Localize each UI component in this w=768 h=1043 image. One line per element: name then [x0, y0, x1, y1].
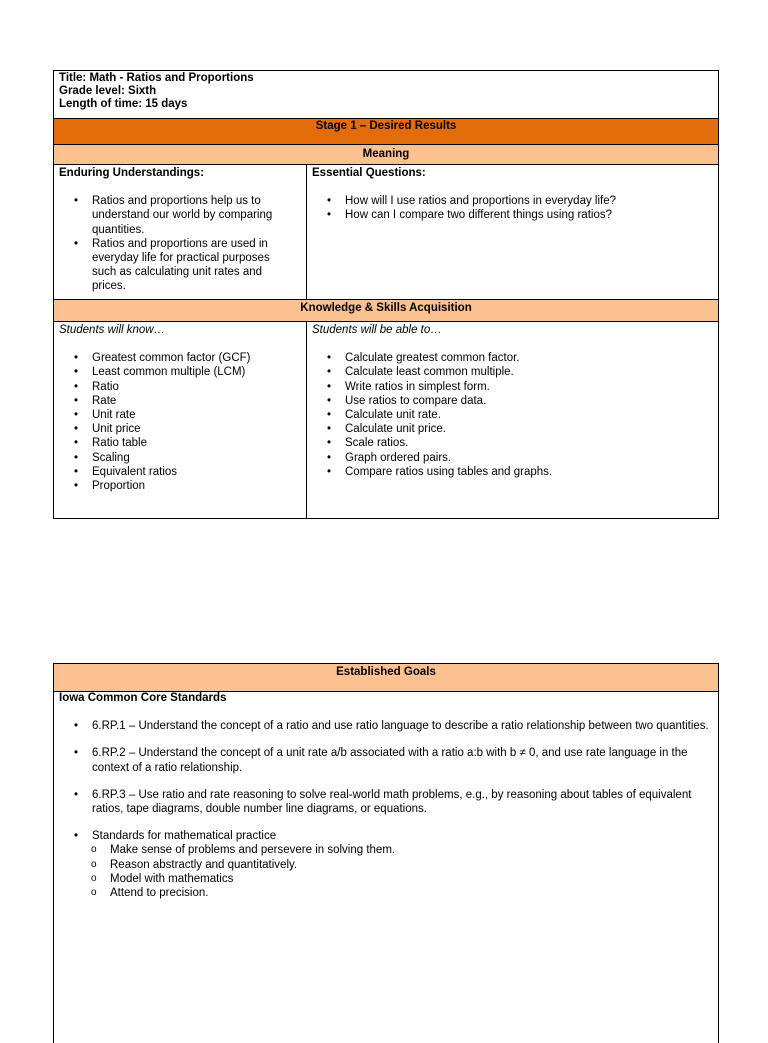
meaning-heading-text: Meaning	[362, 148, 410, 160]
list-item: o Model with mathematics	[72, 872, 710, 886]
list-item: • Equivalent ratios	[54, 465, 306, 479]
goals-heading-text: Established Goals	[336, 666, 436, 678]
list-item: • Scale ratios.	[307, 436, 718, 450]
list-item: • Ratios and proportions help us to understand our world by comparing quantities.	[54, 194, 276, 237]
lesson-title: Title: Math - Ratios and Proportions	[59, 72, 254, 84]
stage1-heading	[54, 119, 718, 145]
meaning-heading	[54, 145, 718, 165]
standard-rp3: • 6.RP.3 – Use ratio and rate reasoning to solve real-world math problems, e.g., by reasoning about tables of equivalent ratios, tape diagrams, double number line diagrams, or equations.	[54, 788, 710, 816]
knowledge-heading	[54, 300, 718, 322]
standards-list	[54, 719, 710, 900]
list-item: • Compare ratios using tables and graphs.	[307, 465, 718, 479]
know-cell	[54, 322, 306, 518]
list-item: • Use ratios to compare data.	[307, 394, 718, 408]
standard-rp1: • 6.RP.1 – Understand the concept of a ratio and use ratio language to describe a ratio relationship between two quantities.	[54, 719, 710, 733]
list-item: o Attend to precision.	[72, 886, 710, 900]
list-item: • Unit price	[54, 422, 306, 436]
essential-label: Essential Questions:	[312, 167, 426, 179]
list-item: • Ratio table	[54, 436, 306, 450]
able-label: Students will be able to…	[312, 324, 442, 336]
list-item: • Calculate least common multiple.	[307, 365, 718, 379]
enduring-label: Enduring Understandings:	[59, 167, 205, 179]
list-item: • Greatest common factor (GCF)	[54, 351, 306, 365]
able-list	[307, 351, 718, 479]
list-item: • Scaling	[54, 451, 306, 465]
list-item: • Calculate unit price.	[307, 422, 718, 436]
list-item: • Ratio	[54, 380, 306, 394]
practice-label: Standards for mathematical practice	[92, 830, 277, 843]
essential-list	[307, 194, 718, 222]
list-item: o Make sense of problems and persevere in solving them.	[72, 843, 710, 857]
knowledge-heading-text: Knowledge & Skills Acquisition	[300, 302, 472, 314]
list-item: • Rate	[54, 394, 306, 408]
standards-label: Iowa Common Core Standards	[59, 692, 227, 704]
know-label: Students will know…	[59, 324, 166, 336]
goals-heading	[54, 664, 718, 692]
list-item: • Ratios and proportions are used in everyday life for practical purposes such as calculating unit rates and prices.	[54, 237, 276, 294]
list-item: • Graph ordered pairs.	[307, 451, 718, 465]
able-cell	[307, 322, 718, 518]
list-item: o Reason abstractly and quantitatively.	[72, 858, 710, 872]
list-item: • Proportion	[54, 479, 306, 493]
stage1-table	[53, 70, 719, 519]
meaning-row	[54, 165, 718, 300]
knowledge-row	[54, 322, 718, 518]
list-item: • Calculate unit rate.	[307, 408, 718, 422]
practice-item	[54, 829, 710, 900]
know-list	[54, 351, 306, 493]
grade-level: Grade level: Sixth	[59, 85, 157, 98]
goals-body	[54, 692, 718, 1043]
essential-cell	[307, 165, 718, 299]
enduring-list	[54, 194, 276, 293]
list-item: • Write ratios in simplest form.	[307, 380, 718, 394]
goals-table	[53, 663, 719, 1043]
practice-list	[72, 843, 710, 900]
length-of-time: Length of time: 15 days	[59, 98, 188, 111]
header-block	[54, 71, 718, 119]
stage1-heading-text: Stage 1 – Desired Results	[315, 120, 457, 132]
list-item: • How can I compare two different things using ratios?	[307, 208, 718, 222]
list-item: • Calculate greatest common factor.	[307, 351, 718, 365]
list-item: • Unit rate	[54, 408, 306, 422]
enduring-cell	[54, 165, 306, 299]
list-item: • Least common multiple (LCM)	[54, 365, 306, 379]
standard-rp2: • 6.RP.2 – Understand the concept of a unit rate a/b associated with a ratio a:b with b ≠ 0, and use rate language in the context of a ratio relationship.	[54, 746, 710, 774]
list-item: • How will I use ratios and proportions in everyday life?	[307, 194, 718, 208]
